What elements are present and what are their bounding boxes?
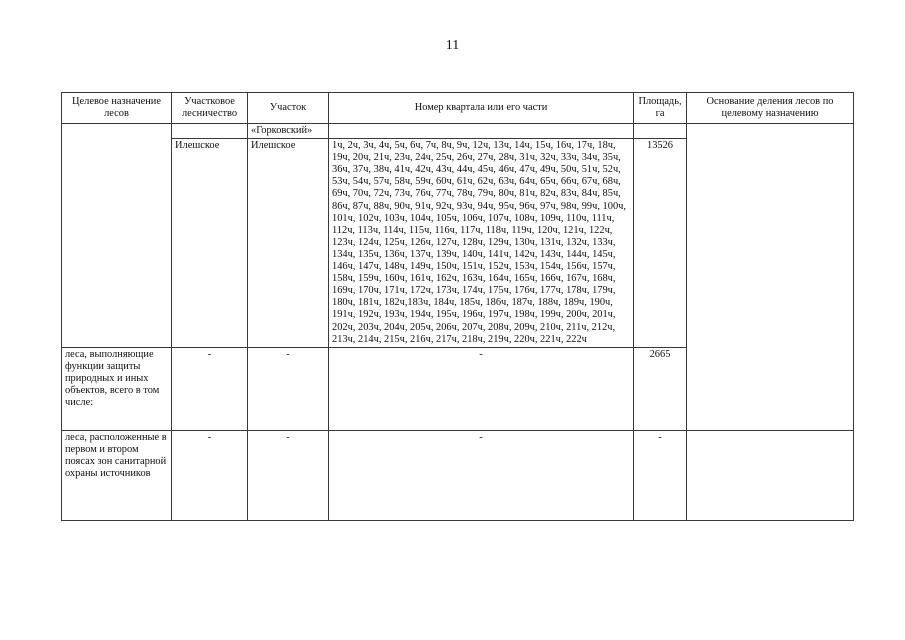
table-row — [62, 124, 854, 139]
cell-empty — [172, 124, 248, 139]
cell-section: Илешское — [248, 139, 329, 348]
cell-quarters: - — [329, 347, 634, 430]
cell-section: - — [248, 430, 329, 520]
cell-quarters: - — [329, 430, 634, 520]
forest-purpose-table — [61, 92, 854, 521]
cell-area: 13526 — [634, 139, 687, 348]
cell-purpose: леса, расположенные в первом и втором поясах зон санитарной охраны источников — [62, 430, 172, 520]
header-area: Площадь, га — [634, 93, 687, 124]
cell-subheader-gorkovsky: «Горковский» — [248, 124, 329, 139]
cell-basis — [687, 430, 854, 520]
cell-quarters: 1ч, 2ч, 3ч, 4ч, 5ч, 6ч, 7ч, 8ч, 9ч, 12ч, 13ч, 14ч, 15ч, 16ч, 17ч, 18ч, 19ч, 20ч, 21ч, 23ч, 24ч, 25ч, 26ч, 27ч, 28ч, 31ч, 32ч, 33ч, 34ч, 35ч, 36ч, 37ч, 38ч, 41ч, 42ч, 43ч, 44ч, 45ч, 46ч, 47ч, 49ч, 50ч, 51ч, 52ч, 53ч, 54ч, 57ч, 58ч, 59ч, 60ч, 61ч, 62ч, 63ч, 64ч, 65ч, 66ч, 67ч, 68ч, 69ч, 70ч, 72ч, 73ч, 76ч, 77ч, 78ч, 79ч, 80ч, 81ч, 82ч, 83ч, 84ч, 85ч, 86ч, 87ч, 88ч, 90ч, 91ч, 92ч, 93ч, 94ч, 95ч, 96ч, 97ч, 98ч, 99ч, 100ч, 101ч, 102ч, 103ч, 104ч, 105ч, 106ч, 107ч, 108ч, 109ч, 110ч, 111ч, 112ч, 113ч, 114ч, 115ч, 116ч, 117ч, 118ч, 119ч, 120ч, 121ч, 122ч, 123ч, 124ч, 125ч, 126ч, 127ч, 128ч, 129ч, 130ч, 131ч, 132ч, 133ч, 134ч, 135ч, 136ч, 137ч, 139ч, 140ч, 141ч, 142ч, 143ч, 144ч, 145ч, 146ч, 147ч, 148ч, 149ч, 150ч, 151ч, 152ч, 153ч, 154ч, 156ч, 157ч, 158ч, 159ч, 160ч, 161ч, 162ч, 163ч, 164ч, 165ч, 166ч, 167ч, 168ч, 169ч, 170ч, 171ч, 172ч, 173ч, 174ч, 175ч, 176ч, 177ч, 178ч, 179ч, 180ч, 181ч, 182ч,183ч, 184ч, 185ч, 186ч, 187ч, 188ч, 189ч, 190ч, 191ч, 192ч, 193ч, 194ч, 195ч, 196ч, 197ч, 198ч, 199ч, 200ч, 201ч, 202ч, 203ч, 204ч, 205ч, 206ч, 207ч, 208ч, 209ч, 210ч, 211ч, 212ч, 213ч, 214ч, 215ч, 216ч, 217ч, 218ч, 219ч, 220ч, 221ч, 222ч — [329, 139, 634, 348]
cell-empty — [329, 124, 634, 139]
table-row — [62, 430, 854, 520]
cell-forestry: - — [172, 430, 248, 520]
cell-empty — [634, 124, 687, 139]
cell-forestry: Илешское — [172, 139, 248, 348]
page-number: 11 — [445, 38, 460, 53]
table-header-row — [62, 93, 854, 124]
cell-basis — [687, 124, 854, 431]
header-purpose: Целевое назначение лесов — [62, 93, 172, 124]
header-quarters: Номер квартала или его части — [329, 93, 634, 124]
cell-section: - — [248, 347, 329, 430]
header-section: Участок — [248, 93, 329, 124]
cell-forestry: - — [172, 347, 248, 430]
cell-purpose: леса, выполняющие функции защиты природных и иных объектов, всего в том числе: — [62, 347, 172, 430]
header-forestry: Участковое лесничество — [172, 93, 248, 124]
header-basis: Основание деления лесов по целевому назначению — [687, 93, 854, 124]
cell-area: 2665 — [634, 347, 687, 430]
cell-area: - — [634, 430, 687, 520]
cell-purpose-empty — [62, 124, 172, 348]
